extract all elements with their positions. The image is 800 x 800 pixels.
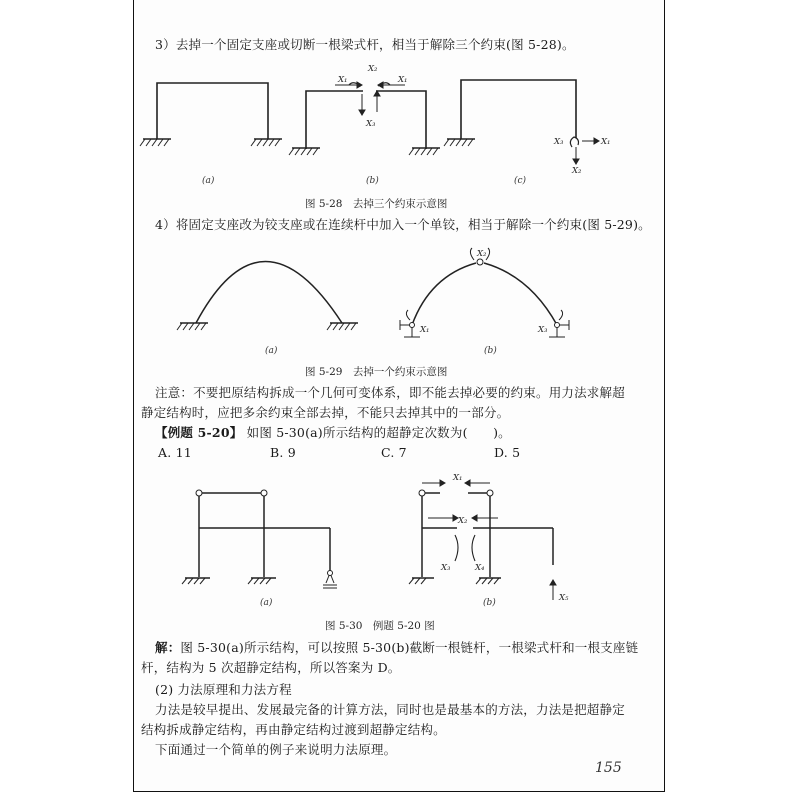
intro-example: 下面通过一个简单的例子来说明力法原理。 <box>155 742 397 757</box>
fig528-label-x1: X₁ <box>338 75 348 85</box>
force-method-line-1: 力法是较早提出、发展最完备的计算方法，同时也是最基本的方法，力法是把超静定 <box>155 702 625 717</box>
choice-d: D. 5 <box>494 445 521 460</box>
fig530-label-x4: X₄ <box>475 563 485 573</box>
fig529-sub-b: (b) <box>484 346 497 356</box>
fig528-label-x3: X₃ <box>366 119 376 129</box>
choice-c: C. 7 <box>381 445 407 460</box>
solution-text: 图 5-30(a)所示结构，可以按照 5-30(b)截断一根链杆，一根梁式杆和一根支座链 <box>180 640 639 655</box>
choice-b: B. 9 <box>270 445 296 460</box>
fig528-caption: 图 5-28 去掉三个约束示意图 <box>305 198 448 210</box>
fig529-label-x3: X₃ <box>538 325 548 335</box>
fig529-sub-a: (a) <box>265 346 278 356</box>
choice-a: A. 11 <box>158 445 192 460</box>
note-line-1: 注意：不要把原结构拆成一个几何可变体系，即不能去掉必要的约束。用力法求解超 <box>155 385 625 400</box>
fig530-sub-b: (b) <box>483 598 496 608</box>
fig528-label-x2: X₂ <box>368 64 378 74</box>
fig529-label-x1: X₁ <box>420 325 430 335</box>
solution-line-2: 杆，结构为 5 次超静定结构，所以答案为 D。 <box>141 660 401 675</box>
solution-line-1 <box>155 640 638 656</box>
paragraph-remove-one-constraint: 4）将固定支座改为铰支座或在连续杆中加入一个单铰，相当于解除一个约束(图 5-29)。 <box>155 217 651 232</box>
fig529-caption: 图 5-29 去掉一个约束示意图 <box>305 366 448 378</box>
solution-label: 解： <box>155 640 181 655</box>
fig530-sub-a: (a) <box>260 598 273 608</box>
note-line-2: 静定结构时，应把多余约束全部去掉，不能只去掉其中的一部分。 <box>141 405 510 420</box>
example-label: 【例题 5-20】 <box>155 425 243 440</box>
page-number: 155 <box>595 760 622 776</box>
fig529-label-x2: X₂ <box>477 249 487 259</box>
example-question: 如图 5-30(a)所示结构的超静定次数为( )。 <box>246 425 511 440</box>
fig530-caption: 图 5-30 例题 5-20 图 <box>325 620 435 632</box>
fig528-sub-b: (b) <box>366 176 379 186</box>
fig528-sub-c: (c) <box>514 176 527 186</box>
fig530-label-x1: X₁ <box>453 473 463 483</box>
fig530-label-x3: X₃ <box>441 563 451 573</box>
fig528c-label-x1: X₁ <box>601 137 611 147</box>
fig528c-label-x2: X₂ <box>572 166 582 176</box>
force-method-line-2: 结构拆成静定结构，再由静定结构过渡到超静定结构。 <box>141 722 446 737</box>
fig530-label-x5: X₅ <box>559 593 569 603</box>
fig528c-label-x3: X₃ <box>554 137 564 147</box>
fig528-label-x1-right: X₁ <box>398 75 408 85</box>
fig530-label-x2: X₂ <box>458 516 468 526</box>
section-heading: (2) 力法原理和力法方程 <box>155 682 292 697</box>
paragraph-remove-three-constraints: 3）去掉一个固定支座或切断一根梁式杆，相当于解除三个约束(图 5-28)。 <box>155 37 575 52</box>
fig528-sub-a: (a) <box>202 176 215 186</box>
